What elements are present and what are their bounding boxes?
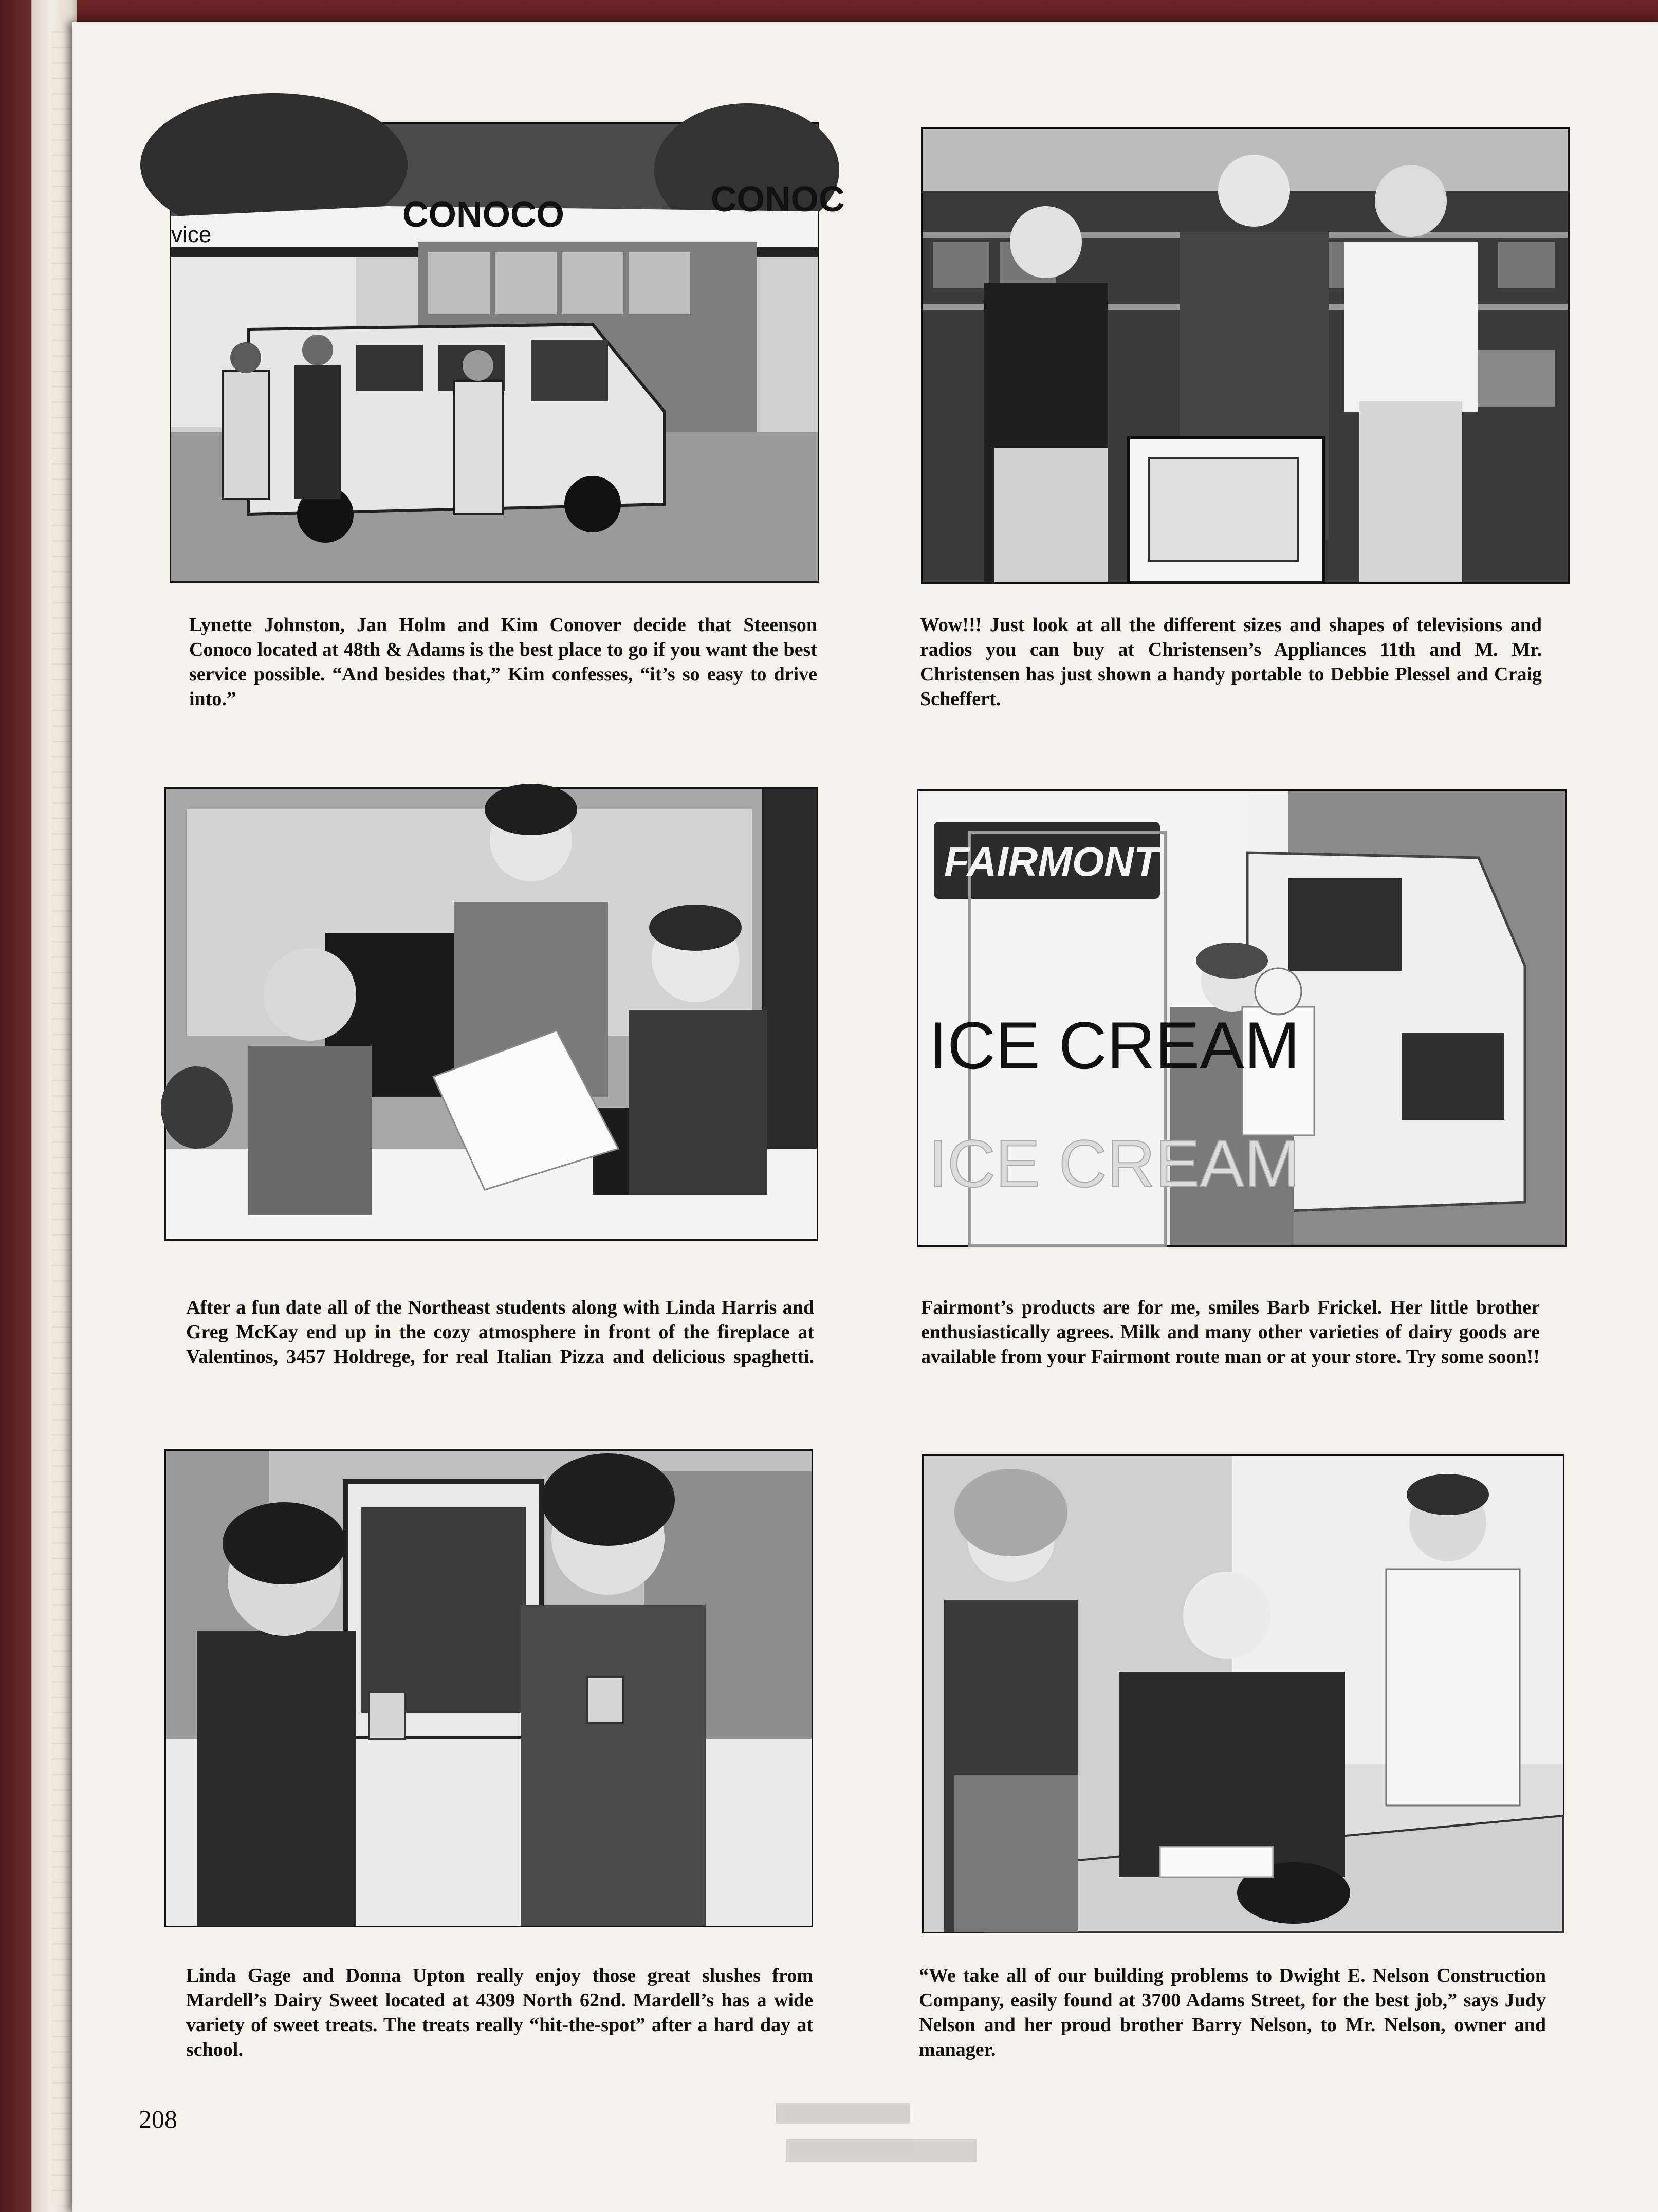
- caption-nelson: “We take all of our building problems to Dwight E. Nelson Construction Company, easily found at 3700 Adams Street, for the best job,” says Judy Nelson and her proud brother Barry Nelson, to Mr. Nelson, owner and manager.: [919, 1965, 1546, 2060]
- page-number: 208: [139, 2105, 177, 2133]
- page-stack-edge: [51, 31, 72, 2205]
- photo-sign-service: vice: [171, 222, 212, 247]
- photo-sign-fairmont: FAIRMONT: [944, 839, 1159, 884]
- photo-conoco-station: [170, 122, 845, 583]
- photo-sign-conoco: CONOCO: [402, 194, 564, 234]
- faded-library-stamp: [766, 2093, 987, 2175]
- caption-tv-store: Wow!!! Just look at all the different sizes and shapes of televisions and radios you can buy at Christensen’s Appliances 11th and M. Mr. Christensen has just shown a handy portable to Debbie Plessel and Craig Scheffert.: [920, 614, 1542, 710]
- caption-fairmont: Fairmont’s products are for me, smiles Barb Frickel. Her little brother enthusiastically agrees. Milk and many other varieties of dairy goods are available from your Fairmont route man or at your store. Try some soon!!: [921, 1297, 1540, 1368]
- caption-conoco: Lynette Johnston, Jan Holm and Kim Conover decide that Steenson Conoco located at 48th & Adams is the best place to go if you want the best service possible. “And besides that,” Kim confesses, “it’s so easy to drive into.”: [189, 614, 817, 710]
- yearbook-page: [72, 22, 1658, 2212]
- caption-dairy-sweet: Linda Gage and Donna Upton really enjoy those great slushes from Mardell’s Dairy Sweet located at 4309 North 62nd. Mardell’s has a wide variety of sweet treats. The treats really “hit-the-spot” after a hard day at school.: [186, 1965, 813, 2060]
- photo-tv-store: [921, 127, 1570, 584]
- photo-fairmont-truck: [917, 789, 1567, 1247]
- photo-valentinos: [164, 787, 818, 1241]
- photo-sign-ice-cream: ICE CREAM: [929, 1008, 1300, 1083]
- photo-nelson-office: [922, 1454, 1564, 1933]
- photo-dairy-sweet: [164, 1449, 813, 1927]
- photo-sign-conoco-2: CONOC: [711, 179, 845, 219]
- caption-valentinos: After a fun date all of the Northeast students along with Linda Harris and Greg McKay end up in the cozy atmosphere in front of the fireplace at Valentinos, 3457 Holdrege, for real Italian Pizza and delicious spaghetti.: [186, 1297, 814, 1368]
- photo-sign-ice-cream-2: ICE CREAM: [929, 1126, 1300, 1201]
